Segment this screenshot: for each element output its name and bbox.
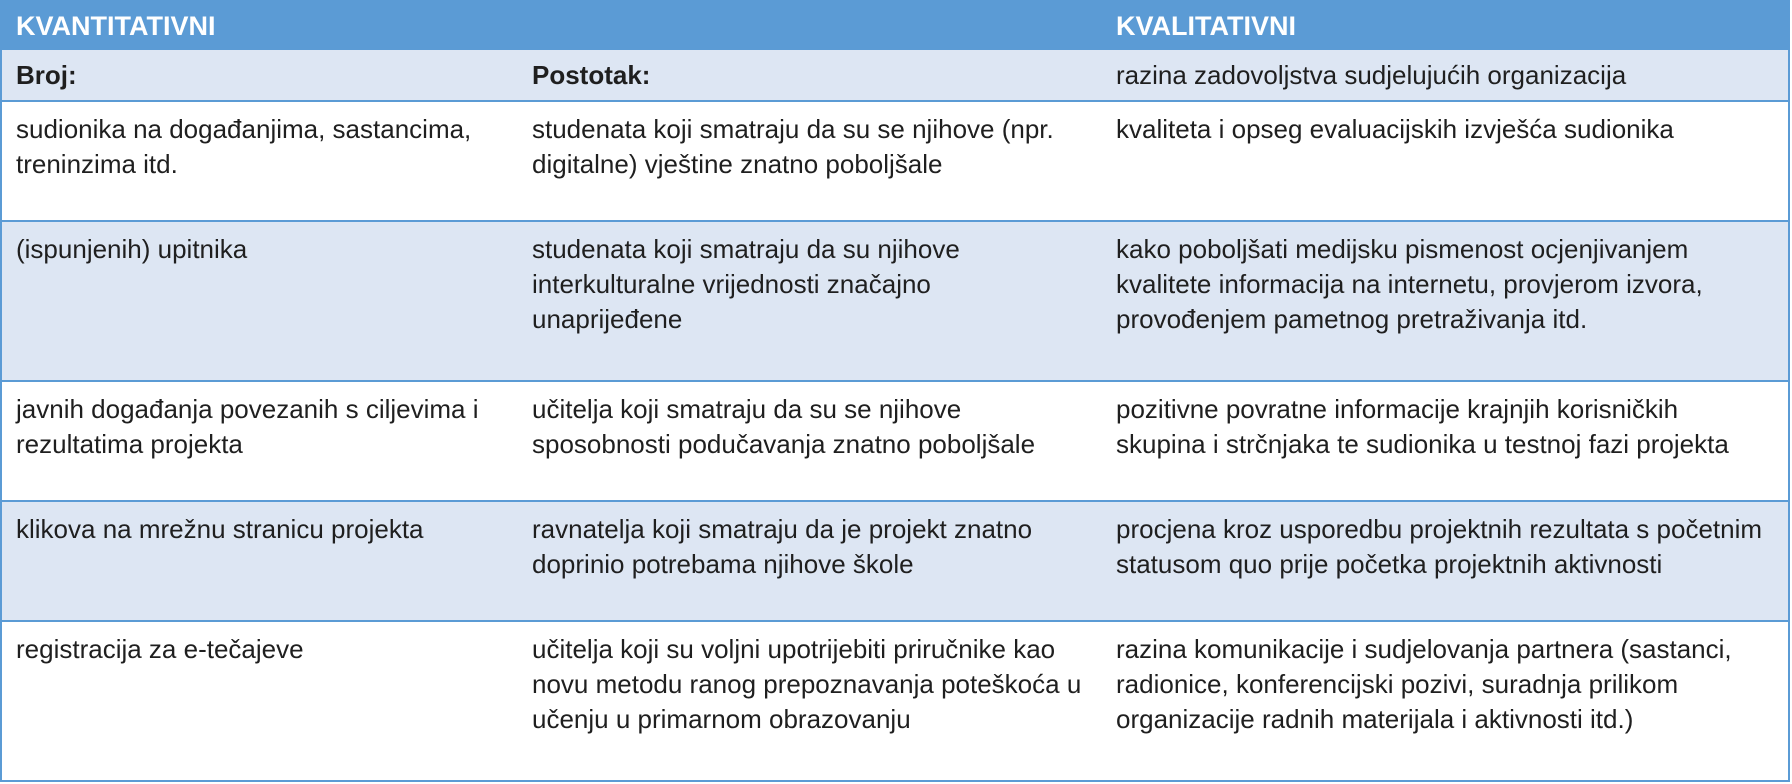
header-quantitative: KVANTITATIVNI (2, 0, 518, 50)
table-row (2, 101, 1788, 221)
table-row (2, 501, 1788, 621)
header-empty (518, 0, 1102, 50)
cell-percentage: studenata koji smatraju da su se njihove (npr. digitalne) vještine znatno poboljšale (518, 101, 1102, 221)
subheader-percentage: Postotak: (518, 50, 1102, 101)
cell-percentage: učitelja koji smatraju da su se njihove sposobnosti podučavanja znatno poboljšale (518, 381, 1102, 501)
table-row (2, 381, 1788, 501)
cell-count: klikova na mrežnu stranicu projekta (2, 501, 518, 621)
cell-count: (ispunjenih) upitnika (2, 221, 518, 381)
cell-qualitative: razina komunikacije i sudjelovanja partnera (sastanci, radionice, konferencijski pozivi, suradnja prilikom organizacije radnih materijala i aktivnosti itd.) (1102, 621, 1788, 781)
cell-qualitative: procjena kroz usporedbu projektnih rezultata s početnim statusom quo prije početka projektnih aktivnosti (1102, 501, 1788, 621)
table-row (2, 221, 1788, 381)
cell-qualitative: kvaliteta i opseg evaluacijskih izvješća sudionika (1102, 101, 1788, 221)
header-qualitative: KVALITATIVNI (1102, 0, 1788, 50)
table-row (2, 621, 1788, 781)
cell-count: sudionika na događanjima, sastancima, treninzima itd. (2, 101, 518, 221)
indicators-table (2, 0, 1788, 782)
cell-percentage: ravnatelja koji smatraju da je projekt znatno doprinio potrebama njihove škole (518, 501, 1102, 621)
cell-percentage: učitelja koji su voljni upotrijebiti priručnike kao novu metodu ranog prepoznavanja poteškoća u učenju u primarnom obrazovanju (518, 621, 1102, 781)
table-header-row (2, 0, 1788, 50)
subheader-count: Broj: (2, 50, 518, 101)
cell-count: javnih događanja povezanih s ciljevima i rezultatima projekta (2, 381, 518, 501)
subheader-satisfaction: razina zadovoljstva sudjelujućih organizacija (1102, 50, 1788, 101)
cell-qualitative: pozitivne povratne informacije krajnjih korisničkih skupina i strčnjaka te sudionika u testnoj fazi projekta (1102, 381, 1788, 501)
cell-count: registracija za e-tečajeve (2, 621, 518, 781)
cell-qualitative: kako poboljšati medijsku pismenost ocjenjivanjem kvalitete informacija na internetu, provjerom izvora, provođenjem pametnog pretraživanja itd. (1102, 221, 1788, 381)
cell-percentage: studenata koji smatraju da su njihove interkulturalne vrijednosti značajno unaprijeđene (518, 221, 1102, 381)
table-subheader-row (2, 50, 1788, 101)
